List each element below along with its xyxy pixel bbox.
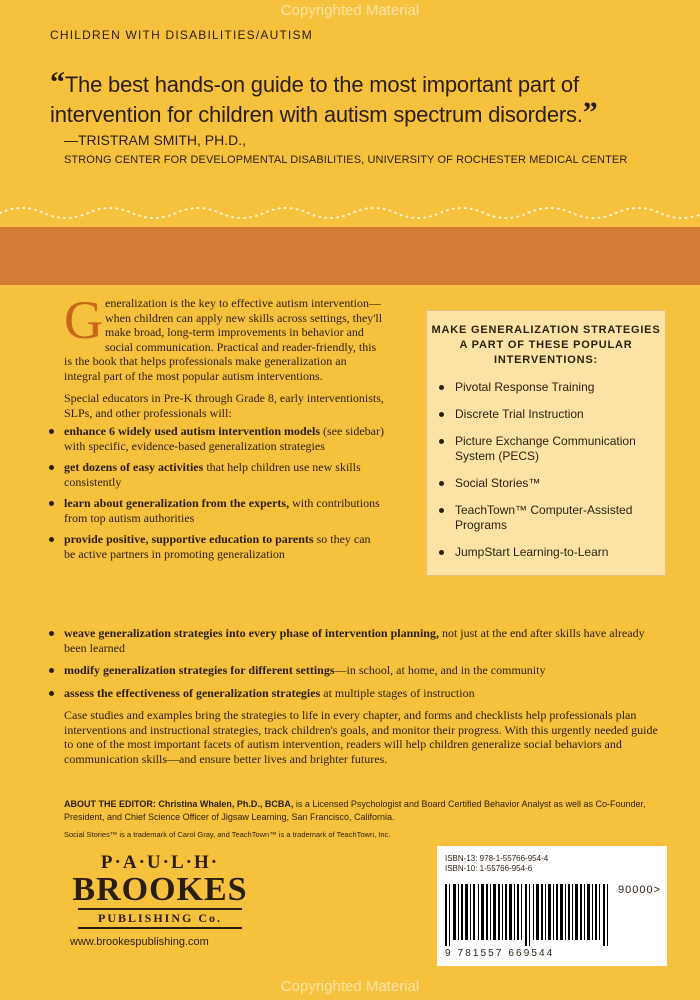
orange-band	[0, 227, 700, 285]
isbn-13: ISBN-13: 978-1-55766-954-4	[445, 854, 549, 863]
sidebar-item: Pivotal Response Training	[455, 380, 665, 395]
sidebar-item: Discrete Trial Instruction	[455, 407, 665, 422]
audience-paragraph: Special educators in Pre-K through Grade 8, early interventionists, SLPs, and other professionals will:	[64, 391, 384, 420]
list-item: enhance 6 widely used autism intervention models (see sidebar) with specific, evidence-based generalization strategies	[64, 424, 384, 453]
isbn-10: ISBN-10: 1-55766-954-6	[445, 864, 533, 873]
watermark-top: Copyrighted Material	[280, 2, 420, 19]
publisher-url: www.brookespublishing.com	[70, 936, 209, 948]
barcode-panel	[437, 846, 667, 966]
list-item: modify generalization strategies for different settings—in school, at home, and in the community	[64, 663, 664, 678]
list-item: weave generalization strategies into every phase of intervention planning, not just at the end after skills have already been learned	[64, 626, 664, 655]
quote-author: —TRISTRAM SMITH, PH.D.,	[64, 132, 246, 148]
price-code: 90000>	[617, 884, 661, 896]
about-editor: ABOUT THE EDITOR: Christina Whalen, Ph.D., BCBA, is a Licensed Psychologist and Board Certified Behavior Analyst as well as Co-Founder, President, and Chief Science Officer of Jigsaw Learning, San Francisco, California.	[64, 799, 646, 822]
trademark-note: Social Stories™ is a trademark of Carol Gray, and TeachTown™ is a trademark of TeachTown, Inc.	[64, 830, 391, 839]
publisher-logo: P·A·U·L·H· BROOKES PUBLISHING Co.	[70, 852, 250, 929]
sidebar-item: Social Stories™	[455, 476, 665, 491]
sidebar-item: TeachTown™ Computer-Assisted Programs	[455, 503, 665, 533]
list-item: get dozens of easy activities that help children use new skills consistently	[64, 460, 384, 489]
closing-paragraph: Case studies and examples bring the strategies to life in every chapter, and forms and checklists help professionals plan interventions and instructional strategies, track children's goals, and monitor their progress. With this urgently needed guide to one of the most important facets of autism intervention, readers will help children generalize social behaviors and communication skills—and ensure better lives and brighter futures.	[64, 708, 658, 766]
barcode-icon	[445, 884, 615, 946]
quote-body: The best hands-on guide to the most important part of intervention for children with autism spectrum disorders.	[50, 72, 583, 127]
sidebar-heading: MAKE GENERALIZATION STRATEGIES A PART OF THESE POPULAR INTERVENTIONS:	[431, 324, 661, 366]
drop-cap: G	[64, 290, 103, 350]
list-item: assess the effectiveness of generalization strategies at multiple stages of instruction	[64, 686, 664, 701]
close-quote-mark: ”	[582, 96, 598, 129]
benefit-list	[64, 424, 384, 561]
wide-benefit-list	[64, 622, 664, 708]
sidebar-item: JumpStart Learning-to-Learn	[455, 545, 665, 560]
description-column	[64, 290, 384, 568]
quote-text	[50, 66, 670, 130]
quote-affiliation: STRONG CENTER FOR DEVELOPMENTAL DISABILITIES, UNIVERSITY OF ROCHESTER MEDICAL CENTER	[64, 154, 628, 166]
category-label: CHILDREN WITH DISABILITIES/AUTISM	[50, 28, 313, 42]
sidebar-list	[427, 380, 665, 560]
list-item: learn about generalization from the experts, with contributions from top autism authorities	[64, 496, 384, 525]
watermark-bottom: Copyrighted Material	[280, 978, 420, 995]
list-item: provide positive, supportive education to parents so they can be active partners in promoting generalization	[64, 532, 384, 561]
sidebar-item: Picture Exchange Communication System (PECS)	[455, 434, 665, 464]
endorsement-quote	[50, 66, 670, 166]
open-quote-mark: “	[50, 66, 65, 99]
interventions-sidebar	[426, 310, 666, 576]
intro-paragraph: Generalization is the key to effective autism intervention—when children can apply new skills across settings, they'll make broad, long-term improvements in behavior and social communication. Practical and reader-friendly, this is the book that helps professionals make generalization an integral part of the most popular autism interventions.	[64, 290, 383, 383]
barcode-digits: 9 781557 669544	[445, 948, 555, 959]
